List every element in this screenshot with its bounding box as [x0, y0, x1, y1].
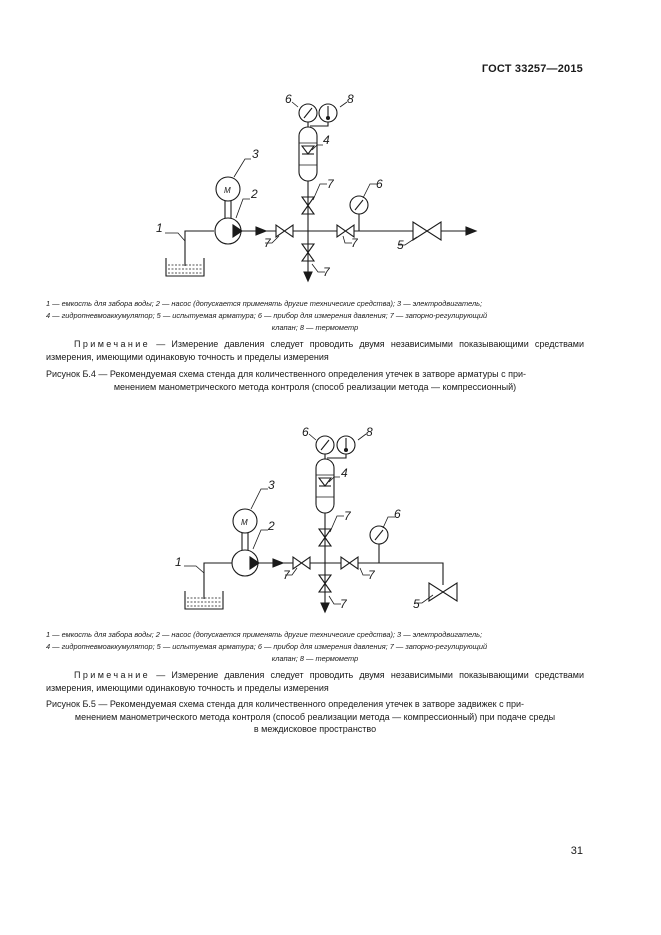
motor-letter: М: [224, 186, 231, 195]
legend-line: 1 — емкость для забора воды; 2 — насос (допускается применять другие технические средства); 3 — электродвигатель;: [46, 630, 483, 639]
svg-text:7: 7: [264, 236, 271, 250]
pressure-gauge-top: [316, 436, 334, 454]
figure-b4-caption: [46, 368, 584, 393]
note-text: — Измерение давления следует проводить двумя независимыми показывающими средствами измерения, имеющими одинаковую точность и пределы измерения: [46, 339, 584, 362]
svg-text:7: 7: [340, 597, 347, 611]
figure-b5-legend: [46, 629, 584, 665]
note-word: Примечание: [74, 670, 151, 680]
figure-b4-diagram: [0, 90, 661, 290]
legend-line: 4 — гидропневмоаккумулятор; 5 — испытуемая арматура; 6 — прибор для измерения давления; 7 — запорно-регулирующий: [46, 642, 488, 651]
test-valve-5: [413, 222, 441, 240]
thermometer: [337, 436, 355, 454]
caption-line: Рисунок Б.4 — Рекомендуемая схема стенда для количественного определения утечек в затворе арматуры с при-: [46, 369, 526, 379]
valve-7-right: [341, 557, 358, 569]
note-word: Примечание: [74, 339, 151, 349]
standard-number: ГОСТ 33257—2015: [481, 63, 583, 75]
legend-line: 4 — гидропневмоаккумулятор; 5 — испытуемая арматура; 6 — прибор для измерения давления; 7 — запорно-регулирующий: [46, 311, 488, 320]
svg-text:7: 7: [327, 177, 334, 191]
caption-line: в междисковое пространство: [253, 724, 377, 734]
accumulator: [316, 459, 334, 513]
legend-line: 1 — емкость для забора воды; 2 — насос (допускается применять другие технические средства); 3 — электродвигатель;: [46, 299, 483, 308]
svg-text:4: 4: [341, 466, 348, 480]
valve-7-left: [293, 557, 310, 569]
svg-text:8: 8: [366, 425, 373, 439]
svg-text:1: 1: [175, 555, 182, 569]
figure-b4-legend: [46, 298, 584, 334]
pressure-gauge-line: [350, 196, 368, 214]
figure-b5-note: [46, 669, 584, 694]
svg-text:7: 7: [344, 509, 351, 523]
svg-text:7: 7: [368, 568, 375, 582]
legend-line: клапан; 8 — термометр: [271, 323, 359, 332]
svg-text:4: 4: [323, 133, 330, 147]
motor-letter: М: [241, 518, 248, 527]
svg-text:7: 7: [283, 568, 290, 582]
svg-text:2: 2: [251, 187, 258, 201]
accumulator: [299, 127, 317, 181]
legend-line: клапан; 8 — термометр: [271, 654, 359, 663]
test-valve-5: [429, 583, 457, 601]
caption-line: Рисунок Б.5 — Рекомендуемая схема стенда для количественного определения утечек в затворе задвижек с при-: [46, 699, 525, 709]
svg-text:6: 6: [285, 92, 292, 106]
svg-text:6: 6: [394, 507, 401, 521]
pressure-gauge-line: [370, 526, 388, 544]
pump: [215, 218, 242, 244]
svg-text:1: 1: [156, 221, 163, 235]
caption-line: менением манометрического метода контроля (способ реализации метода — компрессионный): [113, 381, 517, 392]
svg-text:8: 8: [347, 92, 354, 106]
svg-text:6: 6: [376, 177, 383, 191]
valve-7-left: [276, 225, 293, 237]
svg-text:7: 7: [323, 265, 330, 279]
figure-b4-note: [46, 338, 584, 363]
svg-text:5: 5: [397, 238, 404, 252]
svg-text:5: 5: [413, 597, 420, 611]
note-text: — Измерение давления следует проводить двумя независимыми показывающими средствами измерения, имеющими одинаковую точность и пределы измерения: [46, 670, 584, 693]
svg-text:3: 3: [252, 147, 259, 161]
page-number: 31: [570, 845, 583, 857]
svg-text:2: 2: [268, 519, 275, 533]
pressure-gauge-top: [299, 104, 317, 122]
figure-b5-diagram: [0, 420, 661, 620]
svg-text:3: 3: [268, 478, 275, 492]
svg-text:7: 7: [351, 236, 358, 250]
caption-line: менением манометрического метода контроля (способ реализации метода — компрессионный) при подаче среды: [74, 711, 556, 722]
svg-text:6: 6: [302, 425, 309, 439]
figure-b5-caption: [46, 698, 584, 736]
thermometer: [319, 104, 337, 122]
pump: [232, 550, 259, 576]
